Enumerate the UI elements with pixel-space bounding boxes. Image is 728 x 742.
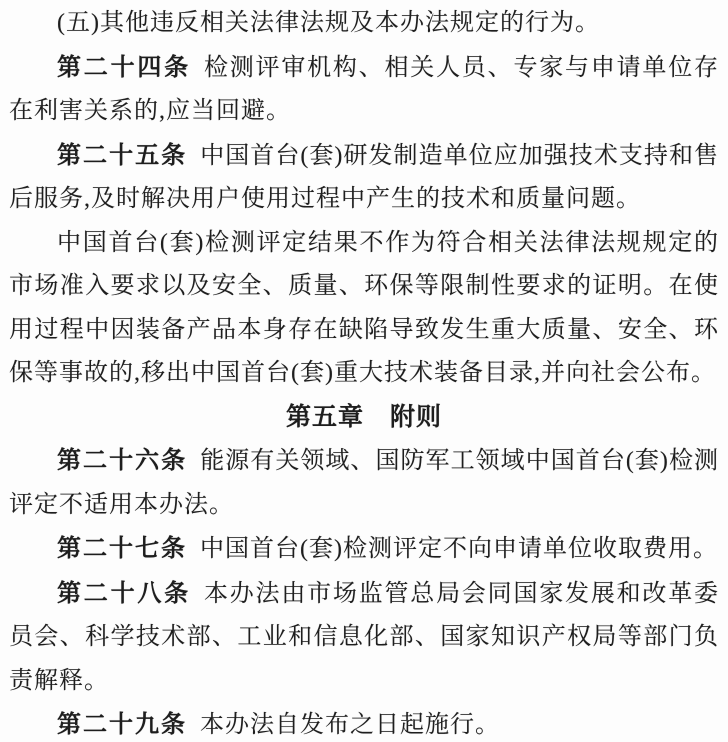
paragraph-text: (五)其他违反相关法律法规及本办法规定的行为。 [57,10,600,36]
document-body [9,2,719,742]
article-paragraph [9,572,719,704]
paragraph-text: 能源有关领域、国防军工领域中国首台(套)检测评定不适用本办法。 [9,448,720,518]
article-paragraph [9,46,719,134]
article-paragraph [9,703,719,742]
article-label: 第二十七条 [57,535,187,562]
article-label: 第二十四条 [57,53,191,81]
paragraph-text: 中国首台(套)检测评定不向申请单位收取费用。 [200,536,718,562]
paragraph-text: 检测评审机构、相关人员、专家与申请单位存在利害关系的,应当回避。 [9,54,720,124]
article-label: 第二十五条 [57,141,188,169]
article-label: 第二十九条 [57,711,187,738]
article-paragraph [9,527,719,572]
paragraph [9,222,719,396]
paragraph-text: 本办法由市场监管总局会同国家发展和改革委员会、科学技术部、工业和信息化部、国家知识产权局等部门负责解释。 [9,580,720,694]
article-paragraph [9,439,719,527]
paragraph-text: 中国首台(套)检测评定结果不作为符合相关法律法规规定的市场准入要求以及安全、质量、环保等限制性要求的证明。在使用过程中因装备产品本身存在缺陷导致发生重大质量、安全、环保等事故的,移出中国首台(套)重大技术装备目录,并向社会公布。 [9,229,719,386]
article-label: 第二十八条 [57,579,191,607]
article-label: 第二十六条 [57,447,188,474]
paragraph [9,2,719,46]
chapter-heading: 第五章 附则 [285,402,442,431]
article-paragraph [9,134,719,222]
paragraph-text: 中国首台(套)研发制造单位应加强技术支持和售后服务,及时解决用户使用过程中产生的技术和质量问题。 [9,142,720,212]
paragraph-text: 本办法自发布之日起施行。 [200,712,500,738]
